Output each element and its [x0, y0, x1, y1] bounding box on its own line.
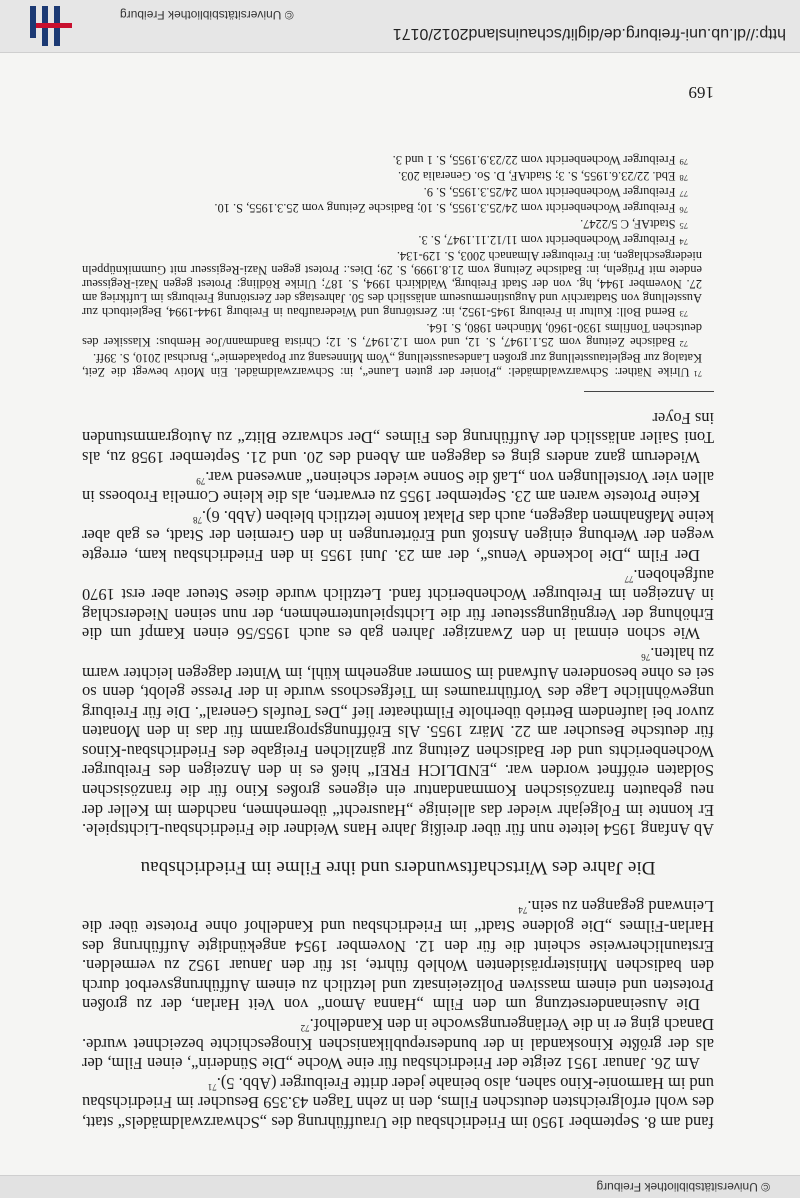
footnote-ref: 78 — [192, 514, 202, 525]
page-number: 169 — [688, 83, 714, 102]
footnote-text: Freiburger Wochenbericht vom 22/23.9.1955, S. 1 und 3. — [392, 153, 676, 168]
intro-section — [82, 897, 714, 1132]
footnote-text: Freiburger Wochenbericht vom 24/25.3.1955, S. 9. — [423, 185, 676, 200]
paragraph — [82, 506, 714, 565]
footnote — [82, 169, 714, 185]
footnote-text: Freiburger Wochenbericht vom 11/12.11.1947, S. 3. — [418, 233, 676, 248]
footnote — [82, 233, 714, 249]
footnote-text: Bernd Boll: Kultur in Freiburg 1945-1952, in: Zerstörung und Wiederaufbau in Freiburg 1944-1994, Begleitbuch zur Ausstellung von Stadtarchiv und Augustinermuseum anlässlich des 50. Jahrestags der Zerstörung Freiburgs im Luftkrieg am 27. November 1944, hg. von der Stadt Freiburg, Waldkirch 1994, S. 187; Ulrike Rödling: Protest gegen Nazi-Regisseur endete mit Prügeln, in: Badische Zeitung vom 21.8.1999, S. 29; Dies.: Protest gegen Nazi-Regisseur mit Gummiknüppeln niedergeschlagen, in: Freiburger Almanach 2003, S. 129-134. — [82, 249, 702, 320]
paragraph-text: Die Auseinandersetzung um den Film „Hanna Amon“ von Veit Harlan, der zu großen Protesten und einem massiven Polizeieinsatz und letztlich zu einem Aufführungsverbot durch den badischen Ministerpräsidenten Wohleb führte, ist für den Januar 1952 zu vermelden. Erstaunlicherweise scheint die für den 12. November 1954 angekündigte Aufführung des Harlan-Filmes „Die goldene Stadt“ im Friedrichsbau und Kandelhof ohne Proteste über die Leinwand gegangen zu sein. — [82, 897, 714, 1015]
footnote-number: 79 — [679, 157, 688, 168]
paragraph-text: Am 26. Januar 1951 zeigte der Friedrichsbau für eine Woche „Die Sünderin“, einen Film, der als der größte Kinoskandal in der bundesrepublikanischen Kinogeschichte bezeichnet wurde. Danach ging er in die Verlängerungswoche in den Kandelhof. — [82, 1015, 714, 1074]
paragraph — [82, 1014, 714, 1073]
footnote-number: 73 — [679, 309, 688, 320]
paragraph — [82, 565, 714, 643]
footnote-number: 71 — [693, 369, 702, 380]
paragraph — [82, 897, 714, 1015]
top-source-bar — [0, 1175, 800, 1198]
footnote-text: Badische Zeitung vom 25.1.1947, S. 12, und vom 1.2.1947, S. 12; Christa Bandmann/Joe Hembus: Klassiker des deutschen Tonfilms 1930-1960, München 1980, S. 164. — [82, 321, 702, 350]
paragraph-text: Keine Proteste waren am 23. September 1955 zu erwarten, als die kleine Cornelia Froboess in allen vier Vorstellungen von „Laß die Sonne wieder scheinen“ anwesend war. — [82, 467, 714, 507]
paragraph-text: Ab Anfang 1954 leitete nun für über dreißig Jahre Hans Weidner die Friedrichsbau-Lichtspiele. Er konnte im Folgejahr wieder das alleinige „Hausrecht“ übernehmen, nachdem im Keller der neu gebauten französischen Kommandantur ein eigenes großes Kino für die französischen Soldaten eröffnet worden war. „ENDLICH FREI“ hieß es in den Anzeigen des Freiburger Wochenberichts und der Badischen Zeitung zur gänzlichen Freigabe des Friedrichsbau-Kinos für deutsche Besucher am 22. März 1955. Als Eröffnungsprogramm für das in den Monaten zuvor bei laufendem Betrieb überholte Filmtheater lief „Des Teufels General“. Die für Freiburg ungewöhnliche Lage des Vorführraumes im Tiefgeschoss wurde in der Presse gelobt, denn so sei es ohne besonderen Aufwand im Sommer angenehm kühl, im Winter dagegen leichter warm zu halten. — [82, 643, 714, 840]
footnote — [82, 351, 714, 381]
footnote-divider — [584, 391, 714, 392]
footnote-ref: 71 — [207, 1081, 217, 1092]
footnote-text: Ulrike Näther: Schwarzwaldmädel: „Pionier der guten Laune“, in: Schwarzwaldmädel. Ein Motiv bewegt die Zeit, Katalog zur Begleitausstellung zur großen Landesausstellung „Vom Minnesang zur Popakademie“, Bruchsal 2010, S. 39ff. — [82, 351, 702, 380]
source-label: © Universitätsbibliothek Freiburg — [596, 1180, 770, 1194]
copyright-label: © Universitätsbibliothek Freiburg — [120, 8, 294, 22]
university-logo-icon — [10, 6, 80, 46]
permalink[interactable]: http://dl.ub.uni-freiburg.de/diglit/schauinsland2012/0171 — [392, 25, 786, 42]
paragraph — [82, 1073, 714, 1132]
footnote-ref: 79 — [196, 475, 206, 486]
footnote-number: 78 — [679, 173, 688, 184]
footnote-number: 77 — [679, 189, 688, 200]
footnote — [82, 185, 714, 201]
paragraph-text: Wie schon einmal in den Zwanziger Jahren gab es auch 1955/56 einen Kampf um die Erhöhung der Vergnügungssteuer für die Lichtspielunternehmen, der nun seinen Niederschlag in Anzeigen im Freiburger Wochenbericht fand. Letztlich wurde diese Steuer aber erst 1970 aufgehoben. — [82, 565, 714, 644]
footnote-ref: 76 — [641, 651, 651, 662]
footnote-ref: 77 — [624, 573, 634, 584]
footnote-number: 74 — [679, 237, 688, 248]
footnote — [82, 201, 714, 217]
footnote-ref: 74 — [518, 905, 528, 916]
bottom-link-bar — [0, 0, 800, 53]
footnote-number: 72 — [679, 339, 688, 350]
footnote-ref: 72 — [300, 1023, 310, 1034]
paragraph — [82, 643, 714, 839]
body-section — [82, 408, 714, 839]
footnote — [82, 321, 714, 351]
footnote-text: StadtAF, C 5/2247. — [580, 217, 676, 232]
paragraph — [82, 408, 714, 467]
page-content — [82, 153, 714, 1132]
footnote-text: Ebd. 22/23.6.1955, S. 3; StadtAF, D. So. Generalia 203. — [398, 169, 676, 184]
paragraph — [82, 467, 714, 506]
footnote — [82, 217, 714, 233]
footnote-text: Freiburger Wochenbericht vom 24/25.3.1955, S. 10; Badische Zeitung vom 25.3.1955, S. 10. — [214, 201, 676, 216]
section-heading: Die Jahre des Wirtschaftswunders und ihre Filme im Friedrichsbau — [140, 856, 656, 878]
footnote-number: 76 — [679, 205, 688, 216]
paragraph-text: Der Film „Die lockende Venus“, der am 23. Juni 1955 in den Friedrichsbau kam, erregte wegen der Werbung einigen Anstoß und Erörterungen in den Gremien der Stadt, es gab aber keine Maßnahmen dagegen, auch das Plakat konnte letztlich bleiben (Abb. 6). — [82, 506, 714, 565]
paragraph-text: fand am 8. September 1950 im Friedrichsbau die Uraufführung des „Schwarzwaldmädels“ statt, des wohl erfolgreichsten deutschen Films, den in zehn Tagen 43.359 Besucher im Friedrichsbau und im Harmonie-Kino sahen, also beinahe jeder dritte Freiburger (Abb. 5). — [82, 1073, 714, 1132]
paragraph-text: Wiederum ganz anders ging es dagegen am Abend des 20. und 21. September 1958 zu, als Toni Sailer anlässlich der Aufführung des Filmes „Der schwarze Blitz“ zu Autogrammstunden ins Foyer — [82, 408, 714, 467]
footnote — [82, 249, 714, 321]
footnotes — [82, 153, 714, 381]
footnote — [82, 153, 714, 169]
footnote-number: 75 — [679, 221, 688, 232]
